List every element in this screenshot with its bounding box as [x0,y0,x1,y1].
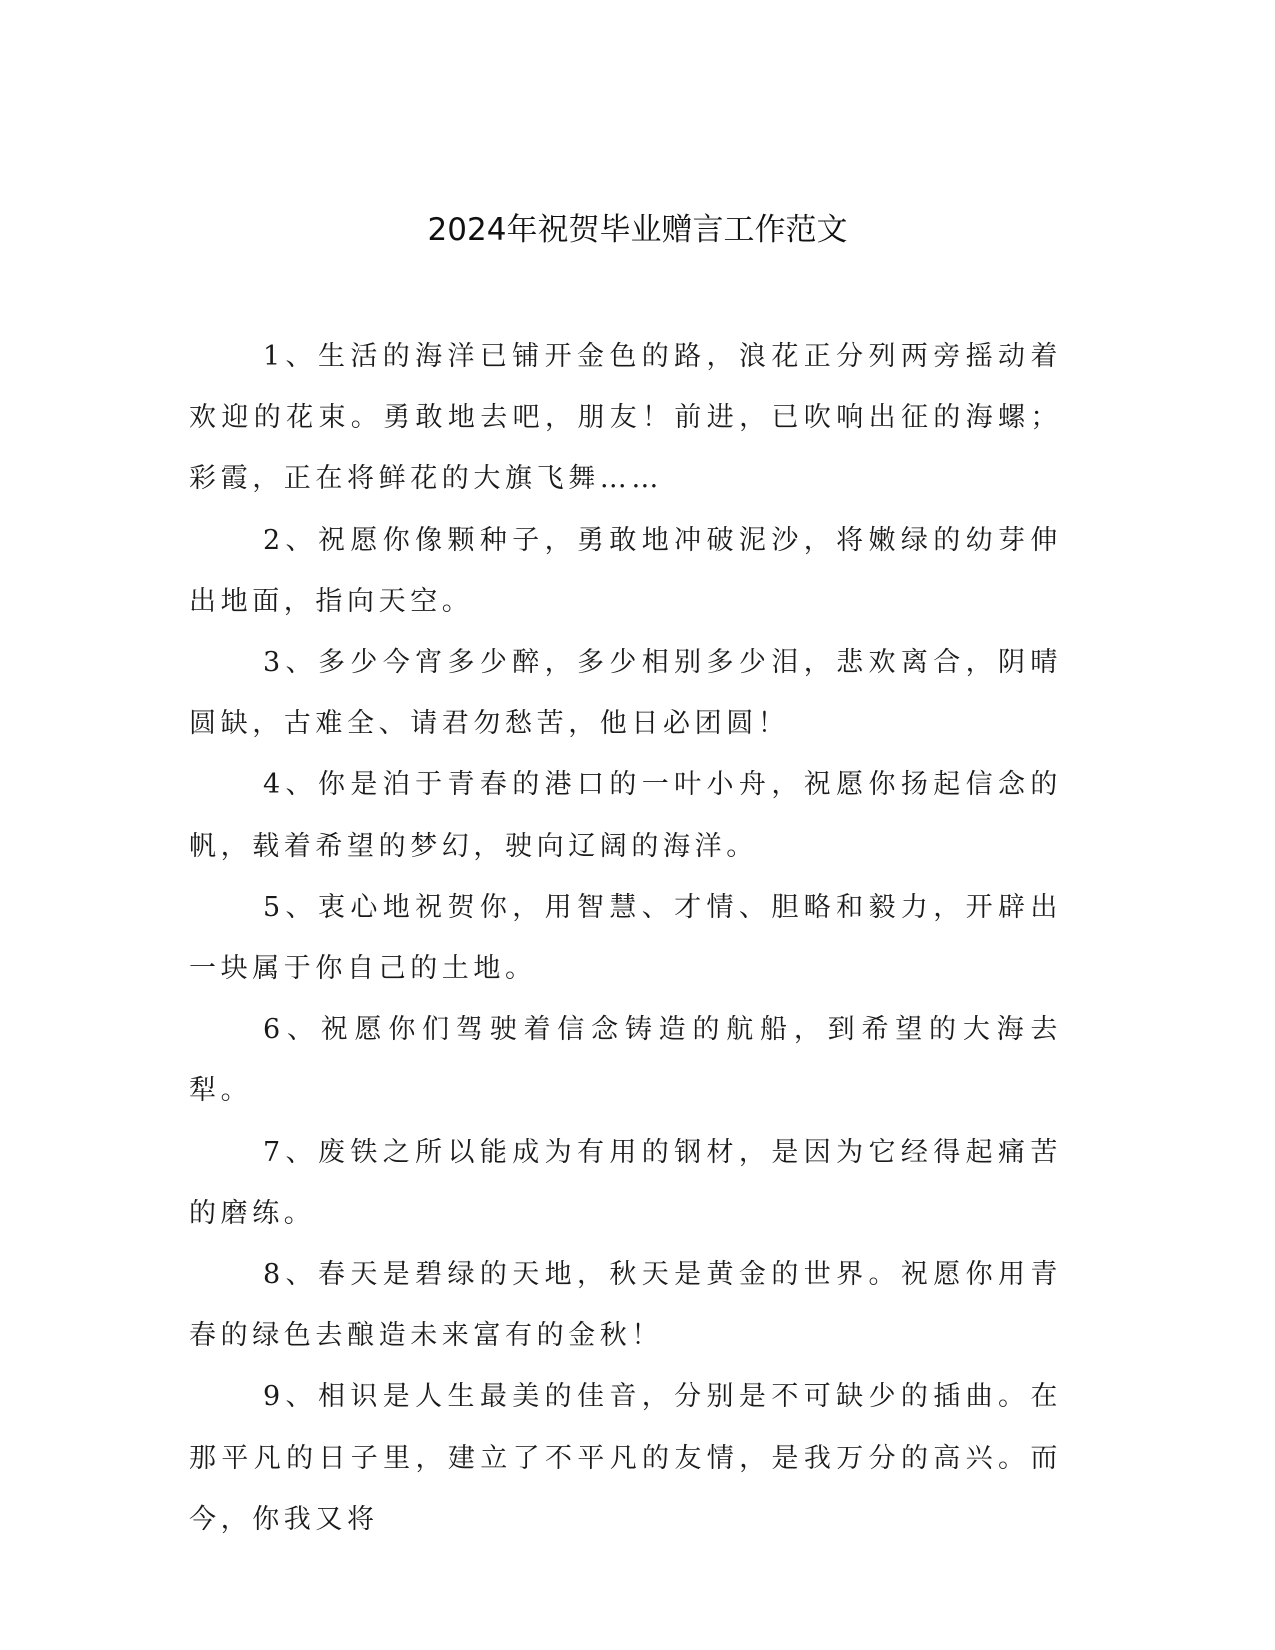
paragraph-5: 5、衷心地祝贺你，用智慧、才情、胆略和毅力，开辟出一块属于你自己的土地。 [189,891,1062,985]
paragraph-4: 4、你是泊于青春的港口的一叶小舟，祝愿你扬起信念的帆，载着希望的梦幻，驶向辽阔的海洋。 [189,769,1062,862]
document-title: 2024年祝贺毕业赠言工作范文 [427,212,848,248]
paragraph-1: 1、生活的海洋已铺开金色的路，浪花正分列两旁摇动着欢迎的花束。勇敢地去吧，朋友！前进，已吹响出征的海螺；彩霞，正在将鲜花的大旗飞舞…… [189,341,1062,495]
paragraph-3: 3、多少今宵多少醉，多少相别多少泪，悲欢离合，阴晴圆缺，古难全、请君勿愁苦，他日必团圆！ [189,647,1062,740]
paragraph-6: 6、祝愿你们驾驶着信念铸造的航船，到希望的大海去犁。 [189,1014,1062,1107]
paragraph-7: 7、废铁之所以能成为有用的钢材，是因为它经得起痛苦的磨练。 [189,1136,1062,1229]
paragraph-8: 8、春天是碧绿的天地，秋天是黄金的世界。祝愿你用青春的绿色去酿造未来富有的金秋！ [189,1259,1062,1352]
document-body [189,326,1062,1550]
paragraph-9: 9、相识是人生最美的佳音，分别是不可缺少的插曲。在那平凡的日子里，建立了不平凡的友情，是我万分的高兴。而今，你我又将 [189,1381,1062,1535]
paragraph-2: 2、祝愿你像颗种子，勇敢地冲破泥沙，将嫩绿的幼芽伸出地面，指向天空。 [189,524,1062,617]
